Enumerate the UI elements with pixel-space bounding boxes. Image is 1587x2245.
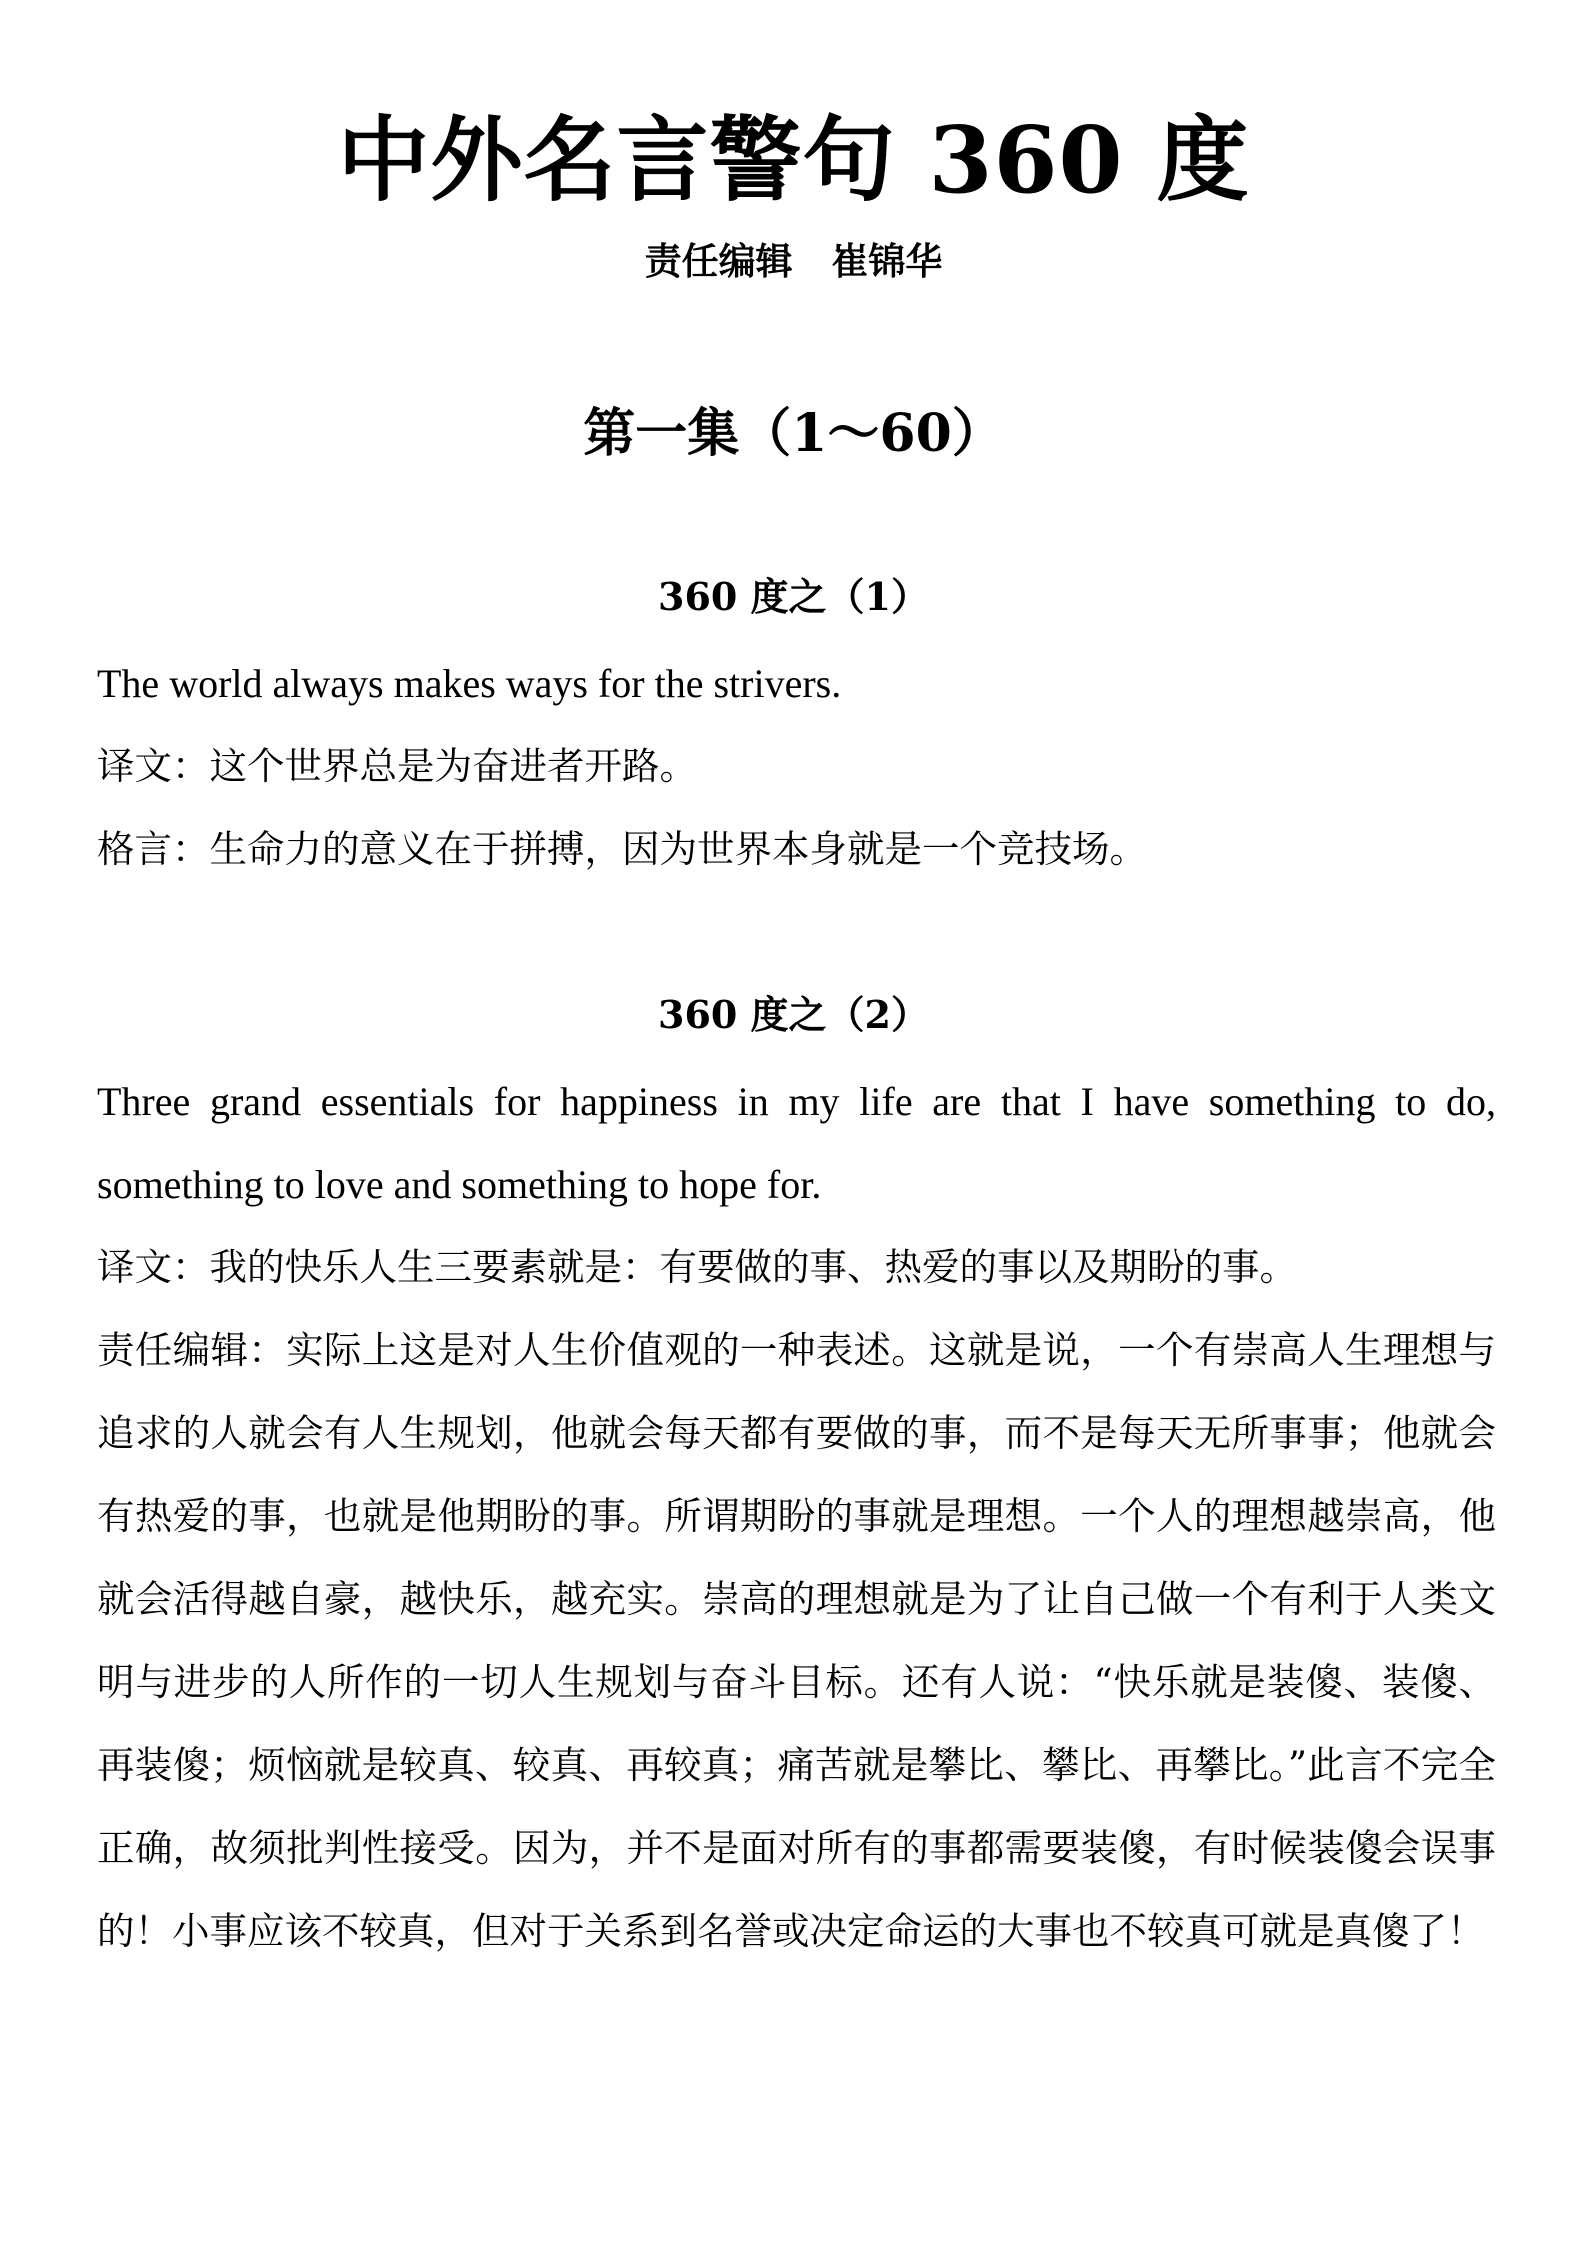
volume-title: 第一集（1～60） xyxy=(583,403,1004,464)
entry-1-english: The world always makes ways for the strivers. xyxy=(97,661,842,706)
entry-1-maxim: 格言：生命力的意义在于拼搏，因为世界本身就是一个竞技场。 xyxy=(97,827,1147,871)
entry-2-translation: 译文：我的快乐人生三要素就是：有要做的事、热爱的事以及期盼的事。 xyxy=(97,1245,1297,1289)
editor-credit: 责任编辑 崔锦华 xyxy=(644,240,943,283)
entry-2-commentary: 责任编辑：实际上这是对人生价值观的一种表述。这就是说，一个有崇高人生理想与追求的人就会有人生规划，他就会每天都有要做的事，而不是每天无所事事；他就会有热爱的事，也就是他期盼的事。所谓期盼的事就是理想。一个人的理想越崇高，他就会活得越自豪，越快乐，越充实。崇高的理想就是为了让自己做一个有利于人类文明与进步的人所作的一切人生规划与奋斗目标。还有人说：“快乐就是装傻、装傻、再装傻；烦恼就是较真、较真、再较真；痛苦就是攀比、攀比、再攀比。”此言不完全正确，故须批判性接受。因为，并不是面对所有的事都需要装傻，有时候装傻会误事的！小事应该不较真，但对于关系到名誉或决定命运的大事也不较真可就是真傻了！ xyxy=(97,1328,1496,1953)
entry-1-translation: 译文：这个世界总是为奋进者开路。 xyxy=(97,744,697,788)
entry-1-heading: 360 度之（1） xyxy=(658,574,929,619)
entry-2-heading: 360 度之（2） xyxy=(658,992,929,1037)
document-title: 中外名言警句 360 度 xyxy=(337,106,1250,214)
entry-2-english: Three grand essentials for happiness in my life are that I have something to do, something to love and something to hope for. xyxy=(97,1079,1496,1207)
entry-2-body xyxy=(97,1060,1496,1973)
entry-1-body xyxy=(97,642,1496,891)
